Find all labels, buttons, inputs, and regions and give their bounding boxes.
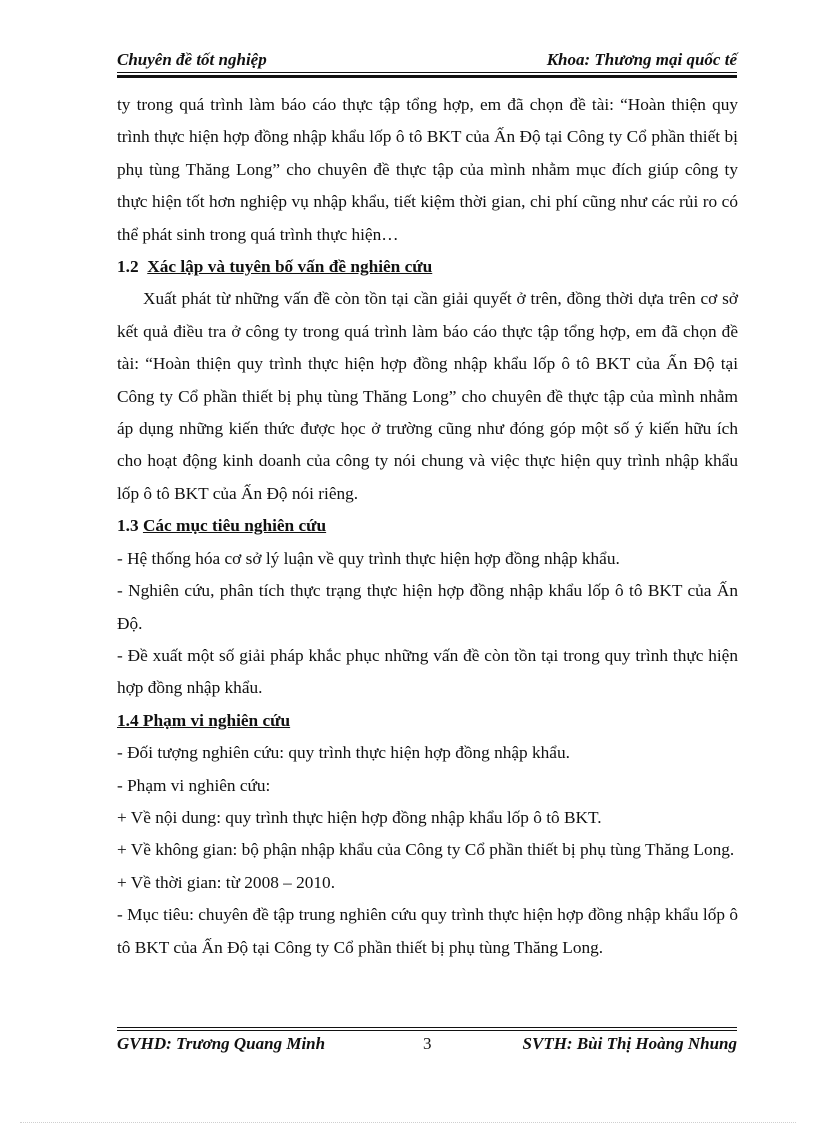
footer-rule-bottom xyxy=(117,1030,737,1031)
section-1-2-number: 1.2 xyxy=(117,257,139,277)
page-header xyxy=(117,48,737,72)
scope-item: - Phạm vi nghiên cứu: xyxy=(117,775,271,795)
section-1-4-heading xyxy=(117,705,738,737)
objective-item: - Đề xuất một số giải pháp khắc phục những vấn đề còn tồn tại trong quy trình thực hiện hợp đồng nhập khẩu. xyxy=(117,645,738,698)
section-1-3-title: Các mục tiêu nghiên cứu xyxy=(142,516,327,536)
scope-item: - Mục tiêu: chuyên đề tập trung nghiên cứu quy trình thực hiện hợp đồng nhập khẩu lốp ô tô BKT của Ấn Độ tại Công ty Cổ phần thiết bị phụ tùng Thăng Long. xyxy=(117,905,738,957)
header-rule-thick xyxy=(117,75,737,78)
header-left-title: Chuyên đề tốt nghiệp xyxy=(117,50,267,69)
page-number: 3 xyxy=(423,1034,432,1053)
footer-rule-top xyxy=(117,1027,737,1028)
scope-item: + Về thời gian: từ 2008 – 2010. xyxy=(117,872,336,892)
header-right-title: Khoa: Thương mại quốc tế xyxy=(546,50,737,69)
header-rule-thin xyxy=(117,72,737,73)
objective-item: - Hệ thống hóa cơ sở lý luận về quy trình thực hiện hợp đồng nhập khẩu. xyxy=(117,548,620,568)
footer-advisor: GVHD: Trương Quang Minh xyxy=(117,1034,326,1053)
section-1-2-heading xyxy=(117,251,738,283)
scope-item: + Về không gian: bộ phận nhập khẩu của Công ty Cổ phần thiết bị phụ tùng Thăng Long. xyxy=(117,840,735,860)
section-1-2-title: Xác lập và tuyên bố vấn đề nghiên cứu xyxy=(147,257,433,277)
objective-item: - Nghiên cứu, phân tích thực trạng thực hiện hợp đồng nhập khẩu lốp ô tô BKT của Ấn Độ. xyxy=(117,581,738,633)
scope-item: - Đối tượng nghiên cứu: quy trình thực hiện hợp đồng nhập khẩu. xyxy=(117,743,570,763)
section-1-4-title: 1.4 Phạm vi nghiên cứu xyxy=(117,710,291,730)
section-1-3-heading xyxy=(117,510,738,542)
section-1-2-paragraph: Xuất phát từ những vấn đề còn tồn tại cần giải quyết ở trên, đồng thời dựa trên cơ sở kết quả điều tra ở công ty trong quá trình làm báo cáo thực tập tổng hợp, em đã chọn đề tài: “Hoàn thiện quy trình thực hiện hợp đồng nhập khẩu lốp ô tô BKT của Ấn Độ tại Công ty Cổ phần thiết bị phụ tùng Thăng Long” cho chuyên đề thực tập của mình nhằm áp dụng những kiến thức được học ở trường cũng như đóng góp một số ý kiến hữu ích cho hoạt động kinh doanh của công ty nói chung và việc thực hiện quy trình nhập khẩu lốp ô tô BKT của Ấn Độ nói riêng. xyxy=(117,289,738,503)
intro-paragraph: ty trong quá trình làm báo cáo thực tập tổng hợp, em đã chọn đề tài: “Hoàn thiện quy trình thực hiện hợp đồng nhập khẩu lốp ô tô BKT của Ấn Độ tại Công ty Cổ phần thiết bị phụ tùng Thăng Long” cho chuyên đề thực tập của mình nhằm mục đích giúp công ty thực hiện tốt hơn nghiệp vụ nhập khẩu, tiết kiệm thời gian, chi phí cũng như các rủi ro có thể phát sinh trong quá trình thực hiện… xyxy=(117,95,738,244)
scope-item: + Về nội dung: quy trình thực hiện hợp đồng nhập khẩu lốp ô tô BKT. xyxy=(117,807,602,827)
section-1-3-number: 1.3 xyxy=(117,516,139,536)
page-footer xyxy=(117,1034,737,1058)
document-body xyxy=(117,89,738,964)
footer-student: SVTH: Bùi Thị Hoàng Nhung xyxy=(522,1034,737,1053)
